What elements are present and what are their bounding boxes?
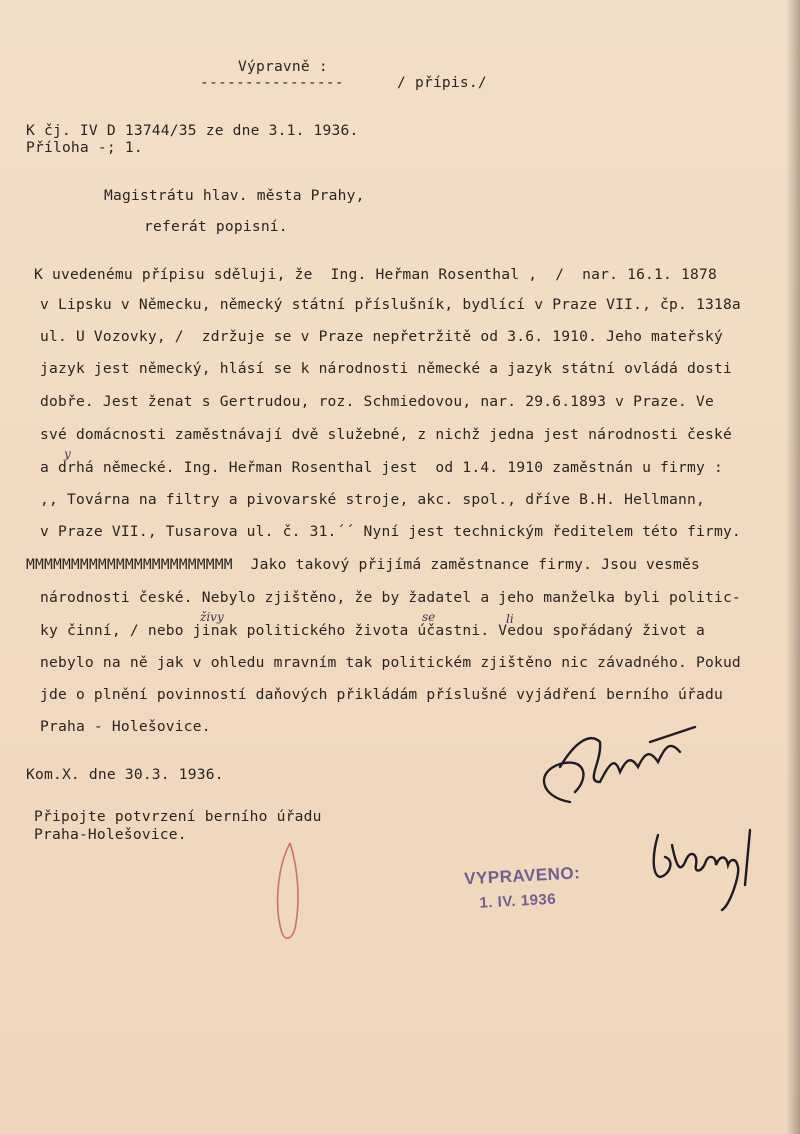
page-edge-shadow	[786, 0, 800, 1134]
stamp-line-1: VYPRAVENO:	[463, 863, 581, 889]
body-line-5: dobře. Jest ženat s Gertrudou, roz. Schmiedovou, nar. 29.6.1893 v Praze. Ve	[40, 393, 714, 410]
date-line: Kom.X. dne 30.3. 1936.	[26, 766, 224, 783]
body-line-6: své domácnosti zaměstnávají dvě služebné, z nichž jedna jest národnosti české	[40, 426, 732, 443]
body-line-15: Praha - Holešovice.	[40, 718, 211, 735]
handwritten-insert-zivy: živy	[200, 610, 224, 624]
attachment-line: Příloha -; 1.	[26, 139, 143, 156]
signature-2	[650, 815, 780, 915]
stamp-line-2: 1. IV. 1936	[479, 890, 557, 912]
body-line-11: národnosti české. Nebylo zjištěno, že by žadatel a jeho manželka byli politic-	[40, 589, 741, 606]
body-line-8: ,, Továrna na filtry a pivovarské stroje, akc. spol., dříve B.H. Hellmann,	[40, 491, 705, 508]
handwritten-insert-li: li	[506, 612, 514, 626]
body-line-10: MMMMMMMMMMMMMMMMMMMMMMM Jako takový přijímá zaměstnance firmy. Jsou vesměs	[26, 556, 700, 573]
instruction-line-1: Připojte potvrzení berního úřadu	[34, 808, 322, 825]
addressee-line-2: referát popisní.	[144, 218, 288, 235]
dispatch-stamp	[464, 859, 597, 926]
handwritten-insert-y: y	[64, 447, 71, 461]
signature-1	[530, 722, 710, 822]
body-line-9: v Praze VII., Tusarova ul. č. 31.´´ Nyní jest technickým ředitelem této firmy.	[40, 523, 741, 540]
body-line-13: nebylo na ně jak v ohledu mravním tak politickém zjištěno nic závadného. Pokud	[40, 654, 741, 671]
addressee-line-1: Magistrátu hlav. města Prahy,	[104, 187, 365, 204]
instruction-line-2: Praha-Holešovice.	[34, 826, 187, 843]
header-title: Výpravně :	[238, 58, 328, 75]
body-line-7: a drhá německé. Ing. Heřman Rosenthal jest od 1.4. 1910 zaměstnán u firmy :	[40, 459, 723, 476]
body-line-4: jazyk jest německý, hlásí se k národnosti německé a jazyk státní ovládá dosti	[40, 360, 732, 377]
body-line-3: ul. U Vozovky, / zdržuje se v Praze nepřetržitě od 3.6. 1910. Jeho mateřský	[40, 328, 723, 345]
red-pencil-mark	[272, 838, 312, 948]
header-rule: ----------------	[200, 74, 344, 91]
reference-number: K čj. IV D 13744/35 ze dne 3.1. 1936.	[26, 122, 359, 139]
handwritten-insert-se: se	[422, 610, 436, 624]
body-line-12: ky činní, / nebo jinak politického života účastni. Vedou spořádaný život a	[40, 622, 705, 639]
header-note: / přípis./	[397, 74, 487, 91]
body-line-2: v Lipsku v Německu, německý státní příslušník, bydlící v Praze VII., čp. 1318a	[40, 296, 741, 313]
body-line-14: jde o plnění povinností daňových přikládám příslušné vyjádření berního úřadu	[40, 686, 723, 703]
body-line-1: K uvedenému přípisu sděluji, že Ing. Heřman Rosenthal , / nar. 16.1. 1878	[34, 266, 717, 283]
